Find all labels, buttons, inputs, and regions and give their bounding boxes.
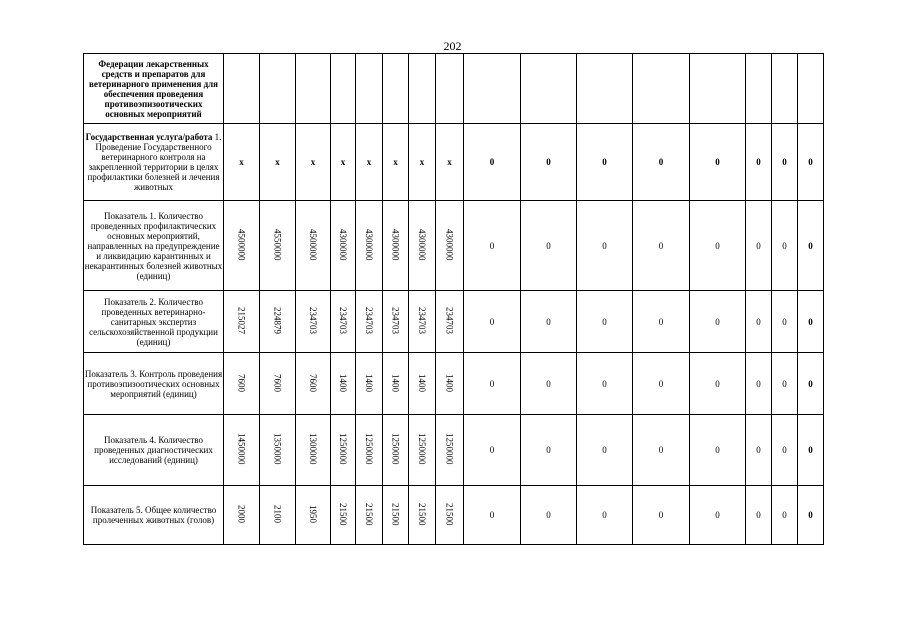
indicator-value: 21500 (444, 502, 455, 526)
indicator-value-cell (633, 486, 690, 545)
indicator-value: 1450000 (236, 433, 247, 465)
indicator-value: 0 (658, 316, 664, 327)
indicator-value: 215027 (236, 307, 247, 334)
indicator-value-cell (331, 353, 356, 415)
indicator-value: 0 (782, 510, 787, 520)
service-value-cell (383, 124, 409, 201)
indicator-value-cell (436, 291, 464, 353)
indicator-value: 0 (808, 445, 813, 455)
service-value: 0 (546, 157, 551, 167)
indicator-value-cell (577, 353, 633, 415)
indicator-value: 1350000 (272, 433, 283, 465)
indicator-value-cell (772, 353, 798, 415)
indicator-value-cell (772, 415, 798, 486)
indicator-value-cell (521, 201, 577, 291)
indicator-value: 4300000 (444, 228, 455, 261)
service-value: x (310, 157, 316, 167)
indicator-value-cell (746, 353, 772, 415)
service-label-rest: 1. Проведение Государственного ветеринарного контроля на закрепленной территории в целях профилактики болезней и лечения животных (87, 132, 222, 192)
indicator-value-cell (772, 201, 798, 291)
indicator-value: 1250000 (364, 433, 374, 465)
indicator-row (84, 415, 824, 486)
indicator-value-cell (331, 486, 356, 545)
indicator-value: 1400 (364, 373, 374, 392)
indicator-label: Показатель 2. Количество проведенных ветеринарно-санитарных экспертиз сельскохозяйственной продукции (единиц) (84, 291, 224, 353)
service-value-cell (436, 124, 464, 201)
service-value-cell (633, 124, 690, 201)
indicator-value: 0 (756, 510, 761, 520)
indicator-value-cell (436, 201, 464, 291)
indicator-value: 234703 (338, 307, 348, 334)
indicator-value-cell (521, 353, 577, 415)
indicator-value-cell (296, 291, 331, 353)
data-table (83, 53, 824, 545)
indicator-value-cell (746, 415, 772, 486)
indicator-value-cell (577, 291, 633, 353)
service-value: 0 (808, 157, 813, 167)
indicator-value: 7600 (236, 373, 247, 392)
indicator-value-cell (331, 201, 356, 291)
indicator-value-cell (521, 486, 577, 545)
indicator-value: 0 (715, 378, 720, 389)
service-value: x (419, 157, 425, 167)
indicator-value: 1400 (390, 373, 401, 392)
indicator-value: 0 (782, 445, 787, 455)
service-value: x (340, 157, 346, 167)
service-value-cell (690, 124, 746, 201)
indicator-row (84, 201, 824, 291)
indicator-value: 0 (782, 316, 787, 327)
indicator-label: Показатель 1. Количество проведенных профилактических основных мероприятий, направленных на предупреждение и ликвидацию карантинных и некарантинных болезней животных (единиц) (84, 201, 224, 291)
indicator-value: 4300000 (338, 228, 348, 261)
indicator-value: 0 (715, 445, 720, 455)
indicator-value-cell (356, 291, 383, 353)
service-value-cell (296, 124, 331, 201)
service-value: x (447, 157, 452, 167)
indicator-value-cell (690, 201, 746, 291)
indicator-value: 0 (489, 240, 495, 251)
indicator-value-cell (356, 201, 383, 291)
indicator-value-cell (383, 486, 409, 545)
indicator-value-cell (798, 201, 824, 291)
indicator-value: 0 (658, 445, 664, 455)
indicator-value: 1250000 (444, 433, 455, 465)
indicator-value: 21500 (390, 502, 401, 526)
indicator-value: 0 (658, 240, 664, 251)
indicator-value-cell (633, 353, 690, 415)
indicator-value: 4300000 (390, 228, 401, 261)
indicator-value: 7600 (272, 373, 283, 392)
indicator-value-cell (798, 353, 824, 415)
indicator-value-cell (409, 415, 436, 486)
service-value-cell (224, 124, 260, 201)
indicator-value: 4550000 (272, 228, 283, 261)
indicator-value-cell (746, 486, 772, 545)
indicator-value: 1250000 (390, 433, 401, 465)
service-value: x (239, 157, 244, 167)
indicator-value: 234703 (364, 307, 374, 334)
indicator-value-cell (296, 486, 331, 545)
indicator-value: 21500 (338, 502, 348, 526)
indicator-value: 0 (808, 316, 813, 327)
indicator-value: 4500000 (236, 228, 247, 261)
indicator-value: 1400 (444, 373, 455, 392)
indicator-value: 0 (546, 445, 551, 455)
indicator-value-cell (521, 291, 577, 353)
indicator-row (84, 486, 824, 545)
indicator-value: 0 (602, 240, 607, 251)
indicator-value-cell (356, 486, 383, 545)
indicator-value-cell (383, 201, 409, 291)
indicator-value-cell (383, 353, 409, 415)
indicator-value-cell (409, 486, 436, 545)
service-value: x (275, 157, 280, 167)
indicator-value-cell (746, 291, 772, 353)
indicator-value-cell (436, 486, 464, 545)
page-number: 202 (443, 39, 462, 53)
indicator-value: 234703 (390, 307, 401, 334)
indicator-value-cell (464, 415, 521, 486)
indicator-value-cell (224, 201, 260, 291)
indicator-label: Показатель 3. Контроль проведения противоэпизоотических основных мероприятий (единиц) (84, 353, 224, 415)
indicator-value-cell (464, 353, 521, 415)
indicator-value-cell (409, 201, 436, 291)
service-value-cell (260, 124, 296, 201)
indicator-value: 0 (756, 240, 761, 251)
indicator-value-cell (633, 201, 690, 291)
service-value: 0 (602, 157, 607, 167)
service-value-cell (798, 124, 824, 201)
service-value-cell (409, 124, 436, 201)
indicator-value: 0 (756, 316, 761, 327)
indicator-value: 0 (602, 445, 607, 455)
indicator-value-cell (224, 291, 260, 353)
indicator-value: 1400 (417, 373, 427, 392)
indicator-value-cell (798, 486, 824, 545)
indicator-value: 0 (715, 240, 720, 251)
service-value-cell (464, 124, 521, 201)
indicator-value: 0 (658, 510, 664, 520)
indicator-value: 1400 (338, 373, 348, 392)
indicator-value: 0 (808, 240, 813, 251)
service-value-cell (746, 124, 772, 201)
indicator-value: 0 (546, 378, 551, 389)
indicator-value-cell (260, 291, 296, 353)
indicator-value-cell (633, 415, 690, 486)
indicator-value-cell (690, 291, 746, 353)
indicator-value: 0 (489, 378, 495, 389)
indicator-value: 0 (715, 316, 720, 327)
indicator-value: 1300000 (308, 433, 318, 465)
indicator-value: 0 (489, 510, 495, 520)
indicator-value: 21500 (417, 502, 427, 526)
indicator-value: 0 (546, 510, 551, 520)
indicator-value-cell (356, 353, 383, 415)
indicator-value: 0 (489, 445, 495, 455)
indicator-value-cell (746, 201, 772, 291)
indicator-value: 1250000 (417, 433, 427, 465)
indicator-value: 4500000 (308, 228, 318, 261)
indicator-value-cell (690, 353, 746, 415)
indicator-value: 4300000 (364, 228, 374, 261)
indicator-value-cell (296, 415, 331, 486)
indicator-label: Показатель 4. Количество проведенных диагностических исследований (единиц) (84, 415, 224, 486)
indicator-value-cell (409, 353, 436, 415)
indicator-value: 2000 (236, 505, 247, 523)
indicator-value-cell (260, 415, 296, 486)
indicator-value-cell (296, 353, 331, 415)
indicator-value-cell (436, 353, 464, 415)
indicator-value-cell (296, 201, 331, 291)
indicator-value-cell (690, 415, 746, 486)
indicator-value-cell (577, 201, 633, 291)
indicator-value-cell (772, 291, 798, 353)
indicator-value-cell (260, 353, 296, 415)
indicator-value: 0 (782, 378, 787, 389)
indicator-value: 0 (602, 316, 607, 327)
indicator-row (84, 353, 824, 415)
indicator-value: 0 (602, 510, 607, 520)
service-value: x (393, 157, 398, 167)
indicator-value-cell (224, 353, 260, 415)
indicator-value-cell (383, 291, 409, 353)
indicator-value-cell (690, 486, 746, 545)
service-value: 0 (756, 157, 761, 167)
indicator-value: 224879 (272, 307, 283, 334)
indicator-value-cell (409, 291, 436, 353)
indicator-value-cell (464, 486, 521, 545)
indicator-value-cell (436, 415, 464, 486)
indicator-value-cell (521, 415, 577, 486)
indicator-value: 234703 (444, 307, 455, 334)
indicator-value-cell (798, 291, 824, 353)
service-value: 0 (489, 157, 495, 167)
header-cell: Федерации лекарственных средств и препаратов для ветеринарного применения для обеспечения проведения противоэпизоотических основных мероприятий (84, 54, 224, 124)
indicator-value: 0 (808, 510, 813, 520)
service-value-cell (577, 124, 633, 201)
indicator-value-cell (331, 291, 356, 353)
indicator-value: 7600 (308, 373, 318, 392)
service-label (84, 124, 224, 201)
indicator-value: 21500 (364, 502, 374, 526)
indicator-value-cell (633, 291, 690, 353)
indicator-value-cell (577, 415, 633, 486)
indicator-value-cell (464, 291, 521, 353)
indicator-value: 0 (756, 445, 761, 455)
indicator-value: 234703 (417, 307, 427, 334)
indicator-value-cell (260, 201, 296, 291)
indicator-value: 234703 (308, 307, 318, 334)
indicator-value: 0 (546, 240, 551, 251)
service-value-cell (331, 124, 356, 201)
service-value: x (366, 157, 372, 167)
indicator-value: 0 (782, 240, 787, 251)
indicator-value-cell (577, 486, 633, 545)
indicator-value: 0 (658, 378, 664, 389)
indicator-value-cell (224, 415, 260, 486)
indicator-value: 0 (756, 378, 761, 389)
indicator-value-cell (224, 486, 260, 545)
service-value-cell (521, 124, 577, 201)
service-label-bold: Государственная услуга/работа (85, 132, 213, 142)
service-row (84, 124, 824, 201)
indicator-row (84, 291, 824, 353)
indicator-value: 0 (715, 510, 720, 520)
indicator-value: 1250000 (338, 433, 348, 465)
indicator-value-cell (331, 415, 356, 486)
service-value-cell (356, 124, 383, 201)
indicator-value: 4300000 (417, 228, 427, 261)
service-value: 0 (715, 157, 720, 167)
indicator-value-cell (356, 415, 383, 486)
service-value: 0 (782, 157, 787, 167)
indicator-value: 0 (546, 316, 551, 327)
indicator-value: 1950 (308, 505, 318, 523)
header-row (84, 54, 824, 124)
indicator-value: 0 (808, 378, 813, 389)
indicator-value: 0 (602, 378, 607, 389)
indicator-value: 2100 (272, 505, 283, 523)
indicator-value: 0 (489, 316, 495, 327)
service-value: 0 (658, 157, 664, 167)
indicator-value-cell (798, 415, 824, 486)
indicator-value-cell (260, 486, 296, 545)
indicator-value-cell (464, 201, 521, 291)
indicator-value-cell (772, 486, 798, 545)
indicator-value-cell (383, 415, 409, 486)
indicator-label: Показатель 5. Общее количество пролеченных животных (голов) (84, 486, 224, 545)
service-value-cell (772, 124, 798, 201)
